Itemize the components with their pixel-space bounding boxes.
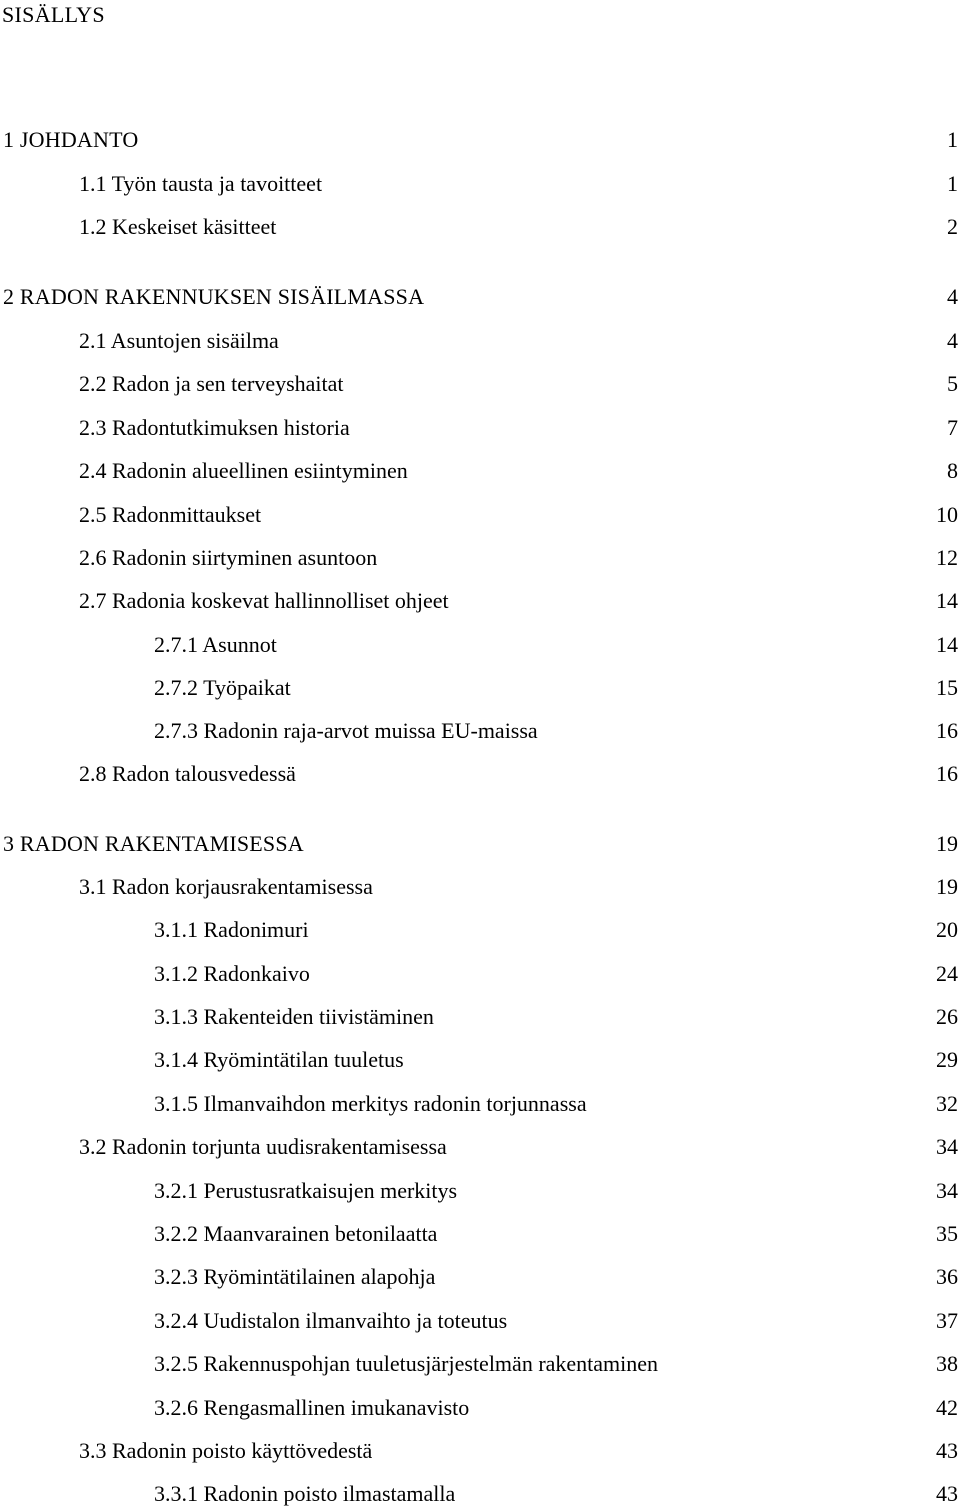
toc-entry-page-number: 4 (947, 328, 958, 353)
toc-entry-page-number: 24 (936, 961, 958, 986)
toc-entry-page-number: 34 (936, 1178, 958, 1203)
toc-entry-page-number: 43 (936, 1481, 958, 1506)
toc-entry (0, 915, 958, 945)
toc-entry-page-number: 1 (947, 127, 958, 152)
toc-entry (0, 543, 958, 573)
toc-entry-label: 2.7.3 Radonin raja-arvot muissa EU-maissa (154, 718, 538, 743)
toc-entry-label: 3.1.1 Radonimuri (154, 917, 309, 942)
toc-entry-page-number: 32 (936, 1091, 958, 1116)
toc-entry-label: 2.7 Radonia koskevat hallinnolliset ohjeet (79, 588, 449, 613)
page-title: SISÄLLYS (2, 2, 105, 27)
toc-entry (0, 456, 958, 486)
toc-entry (0, 169, 958, 199)
toc-entry-label: 3.1.3 Rakenteiden tiivistäminen (154, 1004, 434, 1029)
toc-entry (0, 1349, 958, 1379)
toc-entry-label: 2.2 Radon ja sen terveyshaitat (79, 371, 344, 396)
toc-entry (0, 1262, 958, 1292)
toc-entry (0, 1132, 958, 1162)
toc-entry (0, 1045, 958, 1075)
toc-entry (0, 282, 958, 312)
toc-entry-label: 1.2 Keskeiset käsitteet (79, 214, 277, 239)
toc-entry-label: 3.3.1 Radonin poisto ilmastamalla (154, 1481, 456, 1506)
toc-entry-page-number: 35 (936, 1221, 958, 1246)
toc-entry (0, 630, 958, 660)
toc-entry-page-number: 42 (936, 1395, 958, 1420)
toc-entry-page-number: 37 (936, 1308, 958, 1333)
toc-entry-label: 2.1 Asuntojen sisäilma (79, 328, 279, 353)
toc-entry-page-number: 8 (947, 458, 958, 483)
toc-entry-label: 3.1.4 Ryömintätilan tuuletus (154, 1047, 404, 1072)
toc-entry-page-number: 38 (936, 1351, 958, 1376)
toc-entry-label: 2.6 Radonin siirtyminen asuntoon (79, 545, 378, 570)
toc-entry-page-number: 1 (947, 171, 958, 196)
toc-entry (0, 500, 958, 530)
toc-entry-page-number: 10 (936, 502, 958, 527)
toc-entry-page-number: 2 (947, 214, 958, 239)
toc-entry-page-number: 29 (936, 1047, 958, 1072)
toc-entry-label: 3.3 Radonin poisto käyttövedestä (79, 1438, 373, 1463)
toc-entry-label: 3.1.2 Radonkaivo (154, 961, 310, 986)
toc-entry-page-number: 15 (936, 675, 958, 700)
toc-entry-label: 2.3 Radontutkimuksen historia (79, 415, 350, 440)
toc-entry (0, 586, 958, 616)
toc-entry (0, 872, 958, 902)
toc-entry-label: 3.1.5 Ilmanvaihdon merkitys radonin torjunnassa (154, 1091, 587, 1116)
toc-entry (0, 1436, 958, 1466)
toc-entry (0, 1089, 958, 1119)
toc-entry-page-number: 43 (936, 1438, 958, 1463)
toc-entry (0, 413, 958, 443)
toc-entry-label: 3.2.3 Ryömintätilainen alapohja (154, 1264, 436, 1289)
toc-entry-page-number: 12 (936, 545, 958, 570)
toc-entry-page-number: 14 (936, 632, 958, 657)
toc-entry-page-number: 14 (936, 588, 958, 613)
toc-entry (0, 959, 958, 989)
toc-entry-label: 2.7.1 Asunnot (154, 632, 277, 657)
toc-entry-label: 3.2.5 Rakennuspohjan tuuletusjärjestelmän rakentaminen (154, 1351, 659, 1376)
toc-entry (0, 369, 958, 399)
toc-entry (0, 212, 958, 242)
toc-entry-page-number: 20 (936, 917, 958, 942)
toc-entry (0, 759, 958, 789)
toc-entry (0, 1176, 958, 1206)
toc-entry-page-number: 5 (947, 371, 958, 396)
toc-entry-label: 2 RADON RAKENNUKSEN SISÄILMASSA (3, 284, 425, 309)
toc-entry (0, 1393, 958, 1423)
toc-entry-label: 2.4 Radonin alueellinen esiintyminen (79, 458, 408, 483)
toc-entry (0, 326, 958, 356)
toc-entry-label: 3.2.2 Maanvarainen betonilaatta (154, 1221, 438, 1246)
toc-entry-label: 2.5 Radonmittaukset (79, 502, 262, 527)
toc-entry-label: 3.2.6 Rengasmallinen imukanavisto (154, 1395, 470, 1420)
toc-entry-label: 1 JOHDANTO (3, 127, 139, 152)
toc-entry-page-number: 19 (936, 831, 958, 856)
toc-entry-page-number: 26 (936, 1004, 958, 1029)
toc-entry-label: 2.7.2 Työpaikat (154, 675, 291, 700)
toc-entry (0, 1002, 958, 1032)
toc-entry-page-number: 7 (947, 415, 958, 440)
toc-entry (0, 829, 958, 859)
toc-entry (0, 1479, 958, 1509)
toc-entry-page-number: 16 (936, 761, 958, 786)
toc-entry-page-number: 34 (936, 1134, 958, 1159)
toc-entry-page-number: 36 (936, 1264, 958, 1289)
toc-entry-label: 3.2 Radonin torjunta uudisrakentamisessa (79, 1134, 447, 1159)
toc-entry-label: 3.2.4 Uudistalon ilmanvaihto ja toteutus (154, 1308, 508, 1333)
toc-entry-label: 2.8 Radon talousvedessä (79, 761, 296, 786)
toc-entry-page-number: 4 (947, 284, 958, 309)
toc-entry-label: 3 RADON RAKENTAMISESSA (3, 831, 304, 856)
toc-entry-page-number: 19 (936, 874, 958, 899)
toc-entry-label: 3.2.1 Perustusratkaisujen merkitys (154, 1178, 458, 1203)
toc-entry (0, 125, 958, 155)
toc-entry-label: 1.1 Työn tausta ja tavoitteet (79, 171, 323, 196)
toc-entry (0, 1306, 958, 1336)
toc-entry (0, 673, 958, 703)
toc-entry (0, 716, 958, 746)
toc-entry-label: 3.1 Radon korjausrakentamisessa (79, 874, 373, 899)
toc-entry-page-number: 16 (936, 718, 958, 743)
toc-entry (0, 1219, 958, 1249)
